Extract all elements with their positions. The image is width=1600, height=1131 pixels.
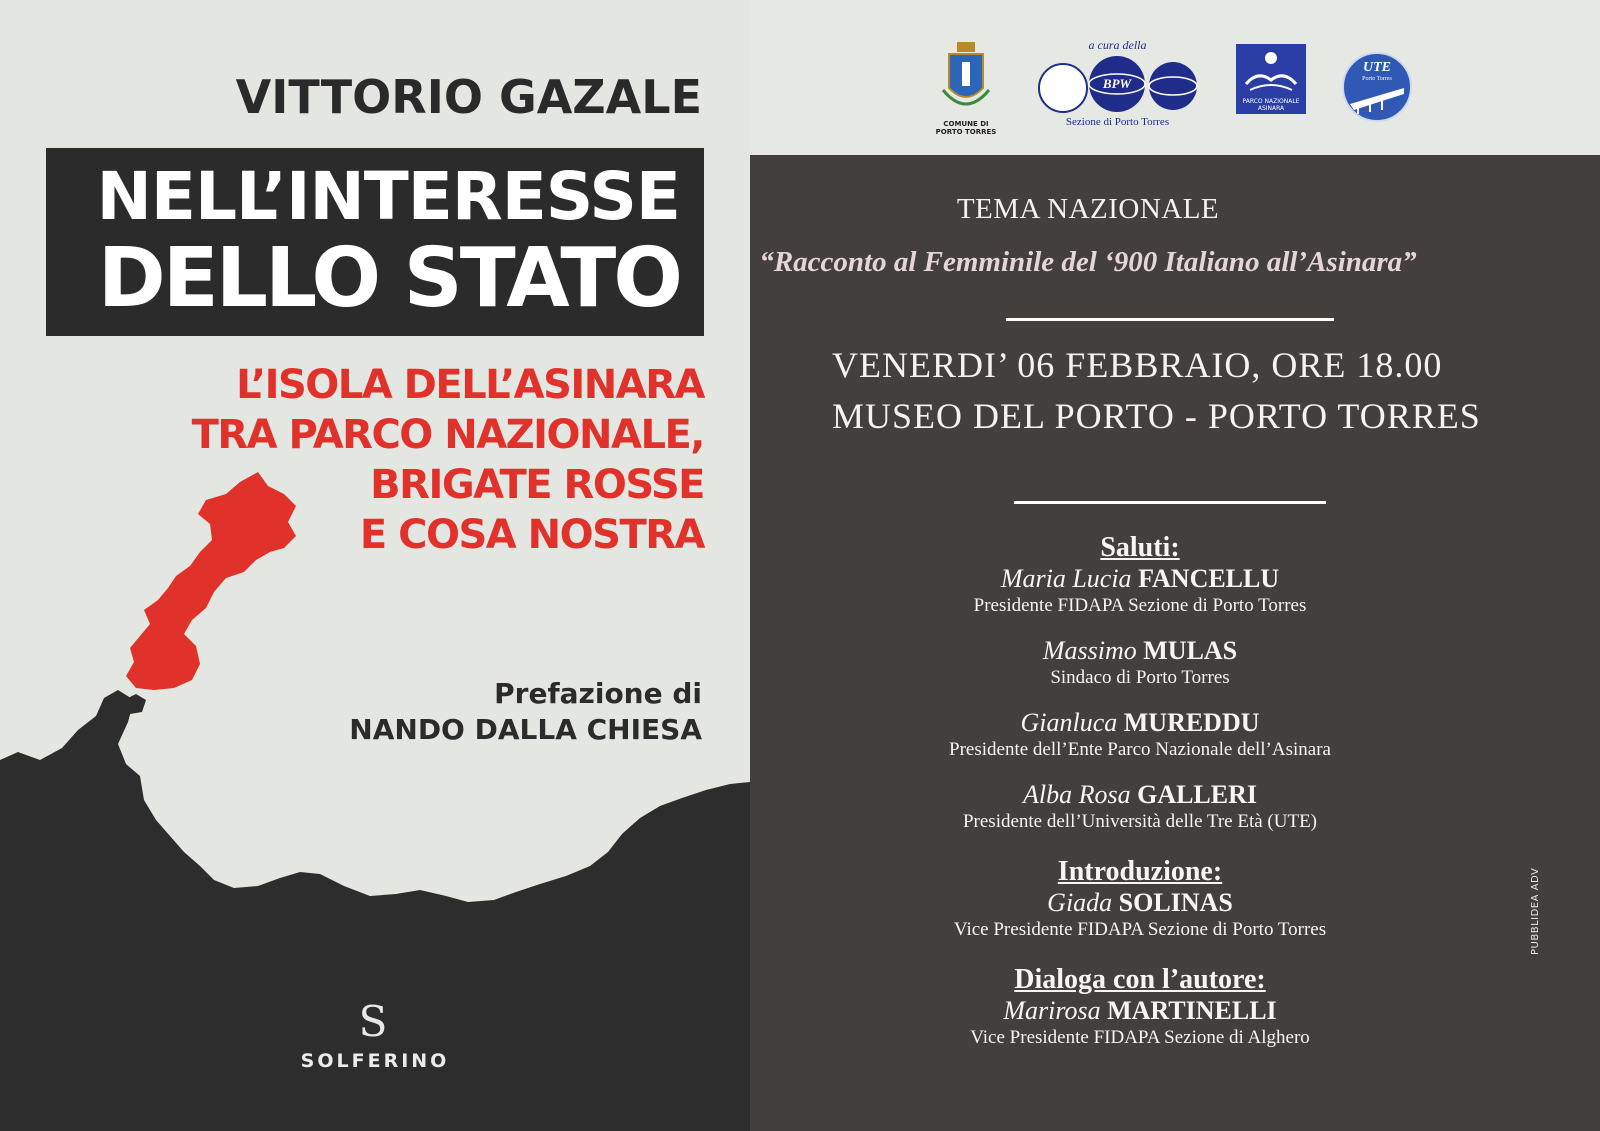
divider [1014,501,1326,504]
section-title-saluti: Saluti: [1100,532,1180,563]
ute-label: UTE [1363,60,1391,75]
parco-caption: PARCO NAZIONALE ASINARA [1242,98,1300,112]
speaker-last-name: GALLERI [1137,780,1258,809]
speaker-first-name: Gianluca [1020,708,1118,737]
park-emblem-icon [1236,44,1306,96]
speaker-first-name: Massimo [1042,636,1137,665]
book-subtitle [192,360,704,560]
speaker-role: Vice Presidente FIDAPA Sezione di Alghero [970,1027,1310,1048]
book-title-box [46,148,704,336]
event-panel [750,155,1600,1131]
speaker-role: Presidente FIDAPA Sezione di Porto Torres [973,595,1307,616]
fidapa-top-caption: a cura della [1088,38,1147,52]
speaker-name [750,996,1530,1026]
national-theme-label: TEMA NAZIONALE [956,193,1220,225]
subtitle-line: TRA PARCO NAZIONALE, [191,412,704,458]
subtitle-line: BRIGATE ROSSE [370,462,704,508]
parco-asinara-logo [1236,44,1306,114]
speaker-name [750,564,1530,594]
speaker-last-name: MUREDDU [1123,708,1260,737]
speaker-first-name: Giada [1047,888,1113,917]
section-title-introduzione: Introduzione: [1057,856,1223,887]
subtitle-line: L’ISOLA DELL’ASINARA [236,362,704,408]
speaker-last-name: SOLINAS [1118,888,1233,917]
event-venue: MUSEO DEL PORTO - PORTO TORRES [832,396,1481,436]
speaker-last-name: FANCELLU [1138,564,1280,593]
speaker-first-name: Alba Rosa [1022,780,1131,809]
ute-sub-caption: Porto Torres [1362,76,1392,82]
speaker-last-name: MARTINELLI [1107,996,1277,1025]
bridge-icon [1344,54,1410,120]
preface-label: Prefazione di [494,677,702,710]
publisher-logo-icon: S [358,997,388,1046]
speaker-name [750,888,1530,918]
fidapa-bpw-logo [1035,38,1200,133]
sponsor-logos-bar [750,0,1600,155]
speaker-last-name: MULAS [1143,636,1238,665]
theme-title: “Racconto al Femminile del ‘900 Italiano all’Asinara” [759,246,1417,278]
speaker-name [750,636,1530,666]
preface-credit [349,676,702,748]
ute-logo [1342,52,1412,122]
speaker-role: Sindaco di Porto Torres [1050,667,1230,688]
speaker-role: Presidente dell’Università delle Tre Età (UTE) [962,811,1318,832]
book-title-line-2: DELLO STATO [97,231,680,326]
bpw-mark: BPW [1102,76,1132,91]
coat-of-arms-icon [935,40,997,120]
subtitle-line: E COSA NOSTRA [359,512,704,558]
speaker-role: Presidente dell’Ente Parco Nazionale dell’Asinara [949,739,1331,760]
event-date: VENERDI’ 06 FEBBRAIO, ORE 18.00 [832,345,1443,385]
comune-caption: COMUNE DI PORTO TORRES [935,120,997,136]
speaker-first-name: Marirosa [1003,996,1101,1025]
speaker-first-name: Maria Lucia [1000,564,1132,593]
divider [1006,318,1334,321]
book-title-line-1: NELL’INTERESSE [96,158,680,235]
section-title-dialoga: Dialoga con l’autore: [1014,964,1266,995]
publisher-name: SOLFERINO [300,1050,450,1072]
program-list [750,532,1530,1050]
speaker-name [750,708,1530,738]
speaker-name [750,780,1530,810]
speaker-role: Vice Presidente FIDAPA Sezione di Porto Torres [953,919,1327,940]
book-cover [0,0,750,1131]
globe-icons [1035,52,1200,122]
agency-credit: PUBBLIDEA ADV [1530,867,1541,955]
comune-porto-torres-logo [935,40,997,140]
preface-author: NANDO DALLA CHIESA [349,713,702,746]
fidapa-section-caption: Sezione di Porto Torres [1065,116,1170,128]
author-name: VITTORIO GAZALE [235,70,702,124]
